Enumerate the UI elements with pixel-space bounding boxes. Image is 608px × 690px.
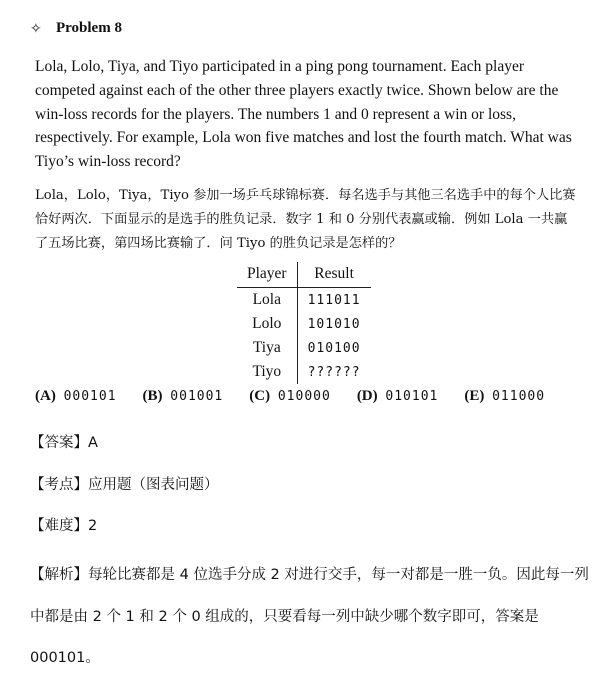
choice-label: (E) — [464, 388, 485, 404]
choice-value: 011000 — [492, 389, 546, 404]
choice-label: (A) — [35, 388, 56, 404]
topic-line: 【考点】应用题（图表问题） — [30, 477, 219, 493]
problem-header — [30, 20, 122, 37]
player-name: Lolo — [237, 312, 297, 336]
player-result: 111011 — [307, 292, 361, 308]
player-result: 101010 — [307, 316, 361, 332]
choice-c — [249, 388, 331, 405]
choice-b — [143, 388, 224, 405]
choice-value: 010101 — [385, 389, 439, 404]
choice-a — [35, 388, 117, 405]
table-row — [237, 360, 371, 384]
player-result: 010100 — [307, 340, 361, 356]
answer-choices — [35, 388, 595, 405]
choice-label: (B) — [142, 388, 163, 404]
analysis-paragraph: 【解析】每轮比赛都是 4 位选手分成 2 对进行交手，每一对都是一胜一负。因此每一列中都是由 2 个 1 和 2 个 0 组成的，只要看每一列中缺少哪个数字即可，答案是 000101。 — [30, 567, 589, 666]
choice-label: (D) — [356, 388, 378, 404]
difficulty-line: 【难度】2 — [30, 518, 98, 534]
diamond-icon: ✧ — [30, 20, 42, 37]
problem-statement-english: Lola, Lolo, Tiya, and Tiyo participated in a ping pong tournament. Each player competed against each of the other three players exactly twice. Shown below are the win-loss records for the players. The numbers 1 and 0 represent a win or loss, respectively. For example, Lola won five matches and lost the fourth match. What was Tiyo’s win-loss record? — [35, 58, 572, 171]
win-loss-table — [237, 262, 371, 384]
choice-label: (C) — [249, 388, 271, 404]
choice-e — [464, 388, 545, 405]
column-header-result: Result — [297, 262, 370, 288]
player-name: Tiya — [237, 336, 297, 360]
choice-value: 000101 — [63, 389, 117, 404]
choice-value: 001001 — [170, 389, 224, 404]
choice-d — [357, 388, 439, 405]
table-row — [237, 336, 371, 360]
problem-statement-chinese: Lola，Lolo，Tiya，Tiyo 参加一场乒乓球锦标赛．每名选手与其他三名选手中的每个人比赛恰好两次．下面显示的是选手的胜负记录．数字 1 和 0 分别代表赢或输．例如 Lola 一共赢了五场比赛，第四场比赛输了．问 Tiyo 的胜负记录是怎样的？ — [35, 188, 576, 251]
player-name: Tiyo — [237, 360, 297, 384]
player-result: ?????? — [307, 364, 361, 380]
choice-value: 010000 — [277, 389, 331, 404]
table-row — [237, 312, 371, 336]
column-header-player: Player — [237, 262, 297, 288]
problem-title: Problem 8 — [56, 20, 122, 36]
table-header-row — [237, 262, 371, 288]
table-row — [237, 288, 371, 313]
player-name: Lola — [237, 288, 297, 313]
answer-line: 【答案】A — [30, 435, 98, 451]
